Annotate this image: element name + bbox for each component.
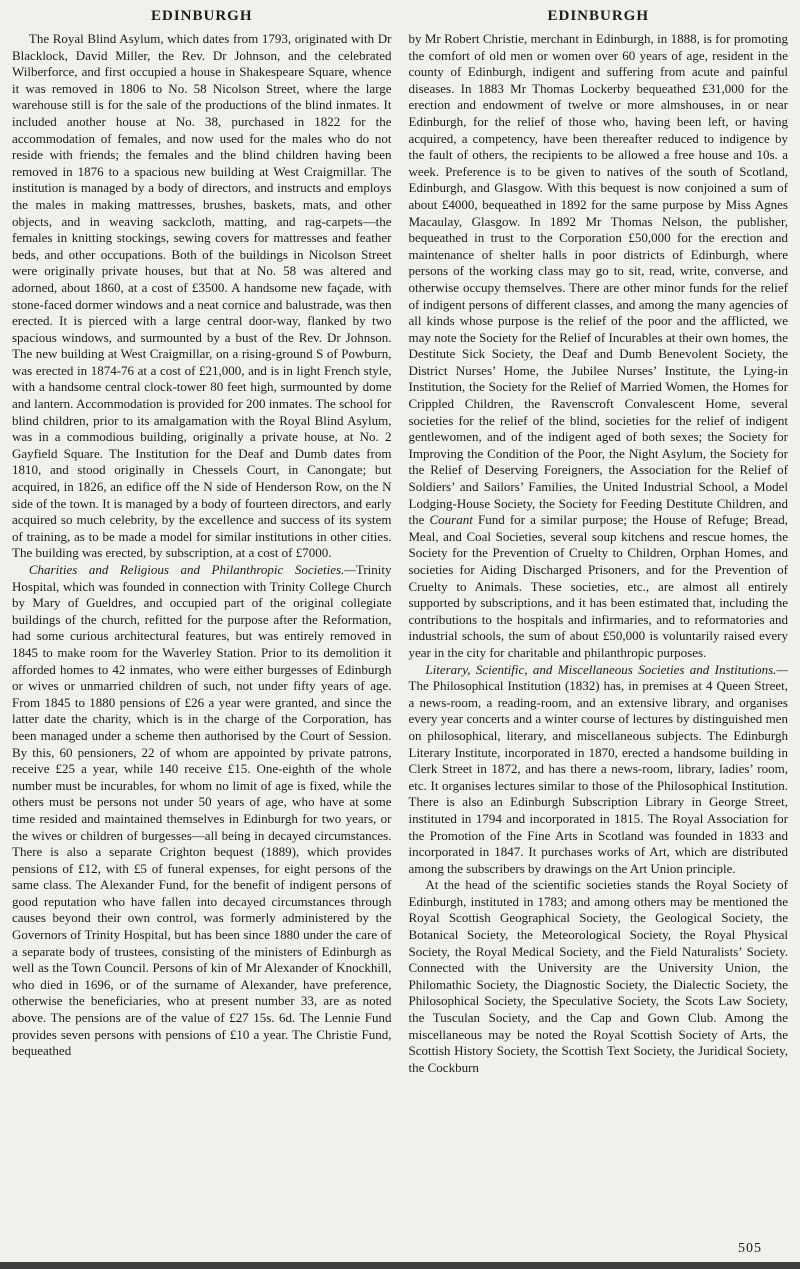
text-columns xyxy=(0,29,800,1076)
paragraph-literary-societies xyxy=(409,662,789,878)
paragraph-royal-blind-asylum xyxy=(12,31,392,562)
running-head-right: EDINBURGH xyxy=(547,8,649,24)
paragraph-text: The Philosophical Institution (1832) has, in premises at 4 Queen Street, a news-room, a reading-room, and an extensive library, and organises every year concerts and a winter course of lectures by distinguished men on philosophical, literary, and miscellaneous subjects. The Edinburgh Literary Institute, incorporated in 1870, erected a handsome building in Clerk Street in 1872, and has there a news-room, library, ladies’ room, etc. It organises lectures similar to those of the Philosophical Institution. There is also an Edinburgh Subscription Library in George Street, instituted in 1794 and incorporated in 1815. The Royal Association for the Promotion of the Fine Arts in Scotland was founded in 1833 and incorporated in 1847. It purchases works of Art, which are distributed among the subscribers by drawings on the Art Union principle. xyxy=(408,678,788,876)
running-heads xyxy=(0,0,800,29)
paragraph-text: Trinity Hospital, which was founded in connection with Trinity College Church by Mary of Gueldres, and occupied part of the original collegiate buildings of the church, refitted for the purpose after the Reformation, had some curious architectural features, but was entirely removed in 1845 to make room for the Waverley Station. Prior to its demolition it afforded homes to 42 inmates, who were either burgesses of Edinburgh or wives or unmarried children of such, not under fifty years of age. From 1845 to 1880 pensions of £26 a year were granted, and since the latter date the charity, which is in the charge of the Corporation, has been managed under a scheme then authorised by the Court of Session. By this, 60 pensioners, 22 of whom are appointed by private patrons, receive £25 a year, while 140 receive £15. One-eighth of the whole number must be incurables, for whom no limit of age is fixed, while the others must be persons not under 50 years of age, who have at some time resided and maintained themselves in Edinburgh for two years, or the wives or children of burgesses—all being in decayed circumstances. There is also a separate Crighton bequest (1889), which provides pensions of £12, with £5 of funeral expenses, for eight persons of the same class. The Alexander Fund, for the benefit of indigent persons of good reputation who have fallen into decayed circumstances through causes beyond their own control, was formerly administered by the Governors of Trinity Hospital, but has been since 1880 under the care of a separate body of trustees, consisting of the ministers of Edinburgh as well as the Town Council. Persons of kin of Mr Alexander of Knockhill, who died in 1696, or of the surname of Alexander, have preference, otherwise the beneficiaries, who at present number 33, are as noted above. The pensions are of the value of £27 15s. 6d. The Lennie Fund provides seven persons with pensions of £10 a year. The Christie Fund, bequeathed xyxy=(12,562,392,1059)
paragraph-text: The Royal Blind Asylum, which dates from 1793, originated with Dr Blacklock, David Miller, the Rev. Dr Johnson, and the celebrated Wilberforce, and first occupied a house in Shakespeare Square, whence it was removed in 1806 to No. 58 Nicolson Street, where the large warehouse still is for the sale of the productions of the blind inmates. It included another house at No. 38, purchased in 1822 for the accommodation of females, and now used for the males who do not reside with friends; the females and the blind children having been removed in 1876 to a spacious new building at West Craigmillar. The institution is managed by a body of directors, and instructs and employs the males in making mattresses, brushes, baskets, mats, and other objects, and in weaving sackcloth, matting, and rag-carpets—the females in knitting stockings, sewing covers for mattresses and feather beds, and other occupations. Both of the buildings in Nicolson Street were originally private houses, but that at No. 58 was altered and adorned, about 1860, at a cost of £3500. A handsome new façade, with stone-faced dormer windows and a neat cornice and balustrade, was then erected. It is pierced with a large central door-way, flanked by two spacious windows, and surmounted by a bust of the Rev. Dr Johnson. The new building at West Craigmillar, on a rising-ground S of Powburn, was erected in 1874-76 at a cost of £21,000, and is in light French style, with a handsome central clock-tower 80 feet high, surmounted by dome and lantern. Accommodation is provided for 200 inmates. The school for blind children, prior to its amalgamation with the Royal Blind Asylum, was in a commodious building, originally a private house, at No. 2 Gayfield Square. The Institution for the Deaf and Dumb dates from 1810, and stood originally in Chessels Court, in Canongate; but acquired, in 1826, an edifice off the N side of Henderson Row, on the N side of the town. It is managed by a body of fourteen directors, and early acquired so much celebrity, by the excellence and success of its system of training, as to be made a model for similar institutions in other cities. The building was erected, by subscription, at a cost of £7000. xyxy=(12,31,392,561)
page-number: 505 xyxy=(738,1241,762,1256)
paragraph-text: Fund for a similar purpose; the House of Refuge; Bread, Meal, and Coal Societies, several soup kitchens and rescue homes, the Society for the Prevention of Cruelty to Children, Orphan Homes, and societies for Aiding Discharged Prisoners, and for the Prevention of Cruelty to Animals. These societies, etc., are almost all entirely supported by subscriptions, and it has been estimated that, including the contributions to the hospitals and infirmaries, and to reformatories and industrial schools, the sum of about £50,000 is voluntarily raised every year in the city for charitable and philanthropic purposes. xyxy=(408,512,788,660)
paragraph-royal-society xyxy=(409,877,789,1076)
section-lead-literary: Literary, Scientific, and Miscellaneous Societies and Institutions.— xyxy=(425,661,788,677)
scan-bottom-edge xyxy=(0,1262,800,1269)
right-column xyxy=(409,31,789,1076)
paragraph-charities xyxy=(12,562,392,1060)
courant-fund-italic: Courant xyxy=(429,512,473,528)
section-lead-charities: Charities and Religious and Philanthropic Societies.— xyxy=(28,562,356,577)
paragraph-text: by Mr Robert Christie, merchant in Edinburgh, in 1888, is for promoting the comfort of old men or women over 60 years of age, resident in the county of Edinburgh, indigent and suffering from acute and painful diseases. In 1883 Mr Thomas Lockerby bequeathed £31,000 for the erection and endowment of twelve or more almshouses, in or near Edinburgh, for the relief of those who, having been left, or having acquired, a competency, have been thereafter reduced to indigence by the fault of others, the recipients to be allowed a free house and 10s. a week. Preference is to be given to natives of the south of Scotland, Edinburgh, and Glasgow. With this bequest is now conjoined a sum of about £4000, bequeathed in 1892 for the same purpose by Miss Agnes Macaulay, Glasgow. In 1892 Mr Thomas Nelson, the publisher, bequeathed in trust to the Corporation £50,000 for the erection and maintenance of shelter halls in poor districts of Edinburgh, where persons of the working class may go to sit, read, write, converse, and otherwise occupy themselves. There are other minor funds for the relief of indigent persons of different classes, and among the many agencies of all kinds whose purpose is the relief of the poor and the afflicted, we may note the Society for the Relief of Incurables at their own homes, the Destitute Sick Society, the Deaf and Dumb Benevolent Society, the District Nurses’ Home, the Jubilee Nurses’ Institute, the Lying-in Institution, the Society for the Relief of Married Women, the Homes for Crippled Children, the Ravenscroft Convalescent Home, several societies for the relief of the blind, societies for the relief of indigent gentlewomen, and of the indigent aged of both sexes; the Society for Improving the Condition of the Poor, the Night Asylum, the Society for the Relief of Deserving Foreigners, the Association for the Relief of Soldiers’ and Sailors’ Families, the United Industrial School, a Model Lodging-House Society, the Society for Feeding Destitute Children, and the xyxy=(408,31,788,528)
running-head-left: EDINBURGH xyxy=(150,8,253,24)
paragraph-christie-fund-continuation xyxy=(409,31,789,662)
left-column xyxy=(12,31,392,1076)
paragraph-text: At the head of the scientific societies stands the Royal Society of Edinburgh, instituted in 1783; and among others may be mentioned the Royal Scottish Geographical Society, the Geological Society, the Botanical Society, the Meteorological Society, the Royal Physical Society, the Royal Medical Society, and the Field Naturalists’ Society. Connected with the University are the University Union, the Philomathic Society, the Diagnostic Society, the Dialectic Society, the Philosophical Society, the Speculative Society, the Scots Law Society, the Tusculan Society, and the Cap and Gown Club. Among the miscellaneous may be noted the Royal Scottish Society of Arts, the Scottish History Society, the Scottish Text Society, the Juridical Society, the Cockburn xyxy=(408,877,788,1075)
